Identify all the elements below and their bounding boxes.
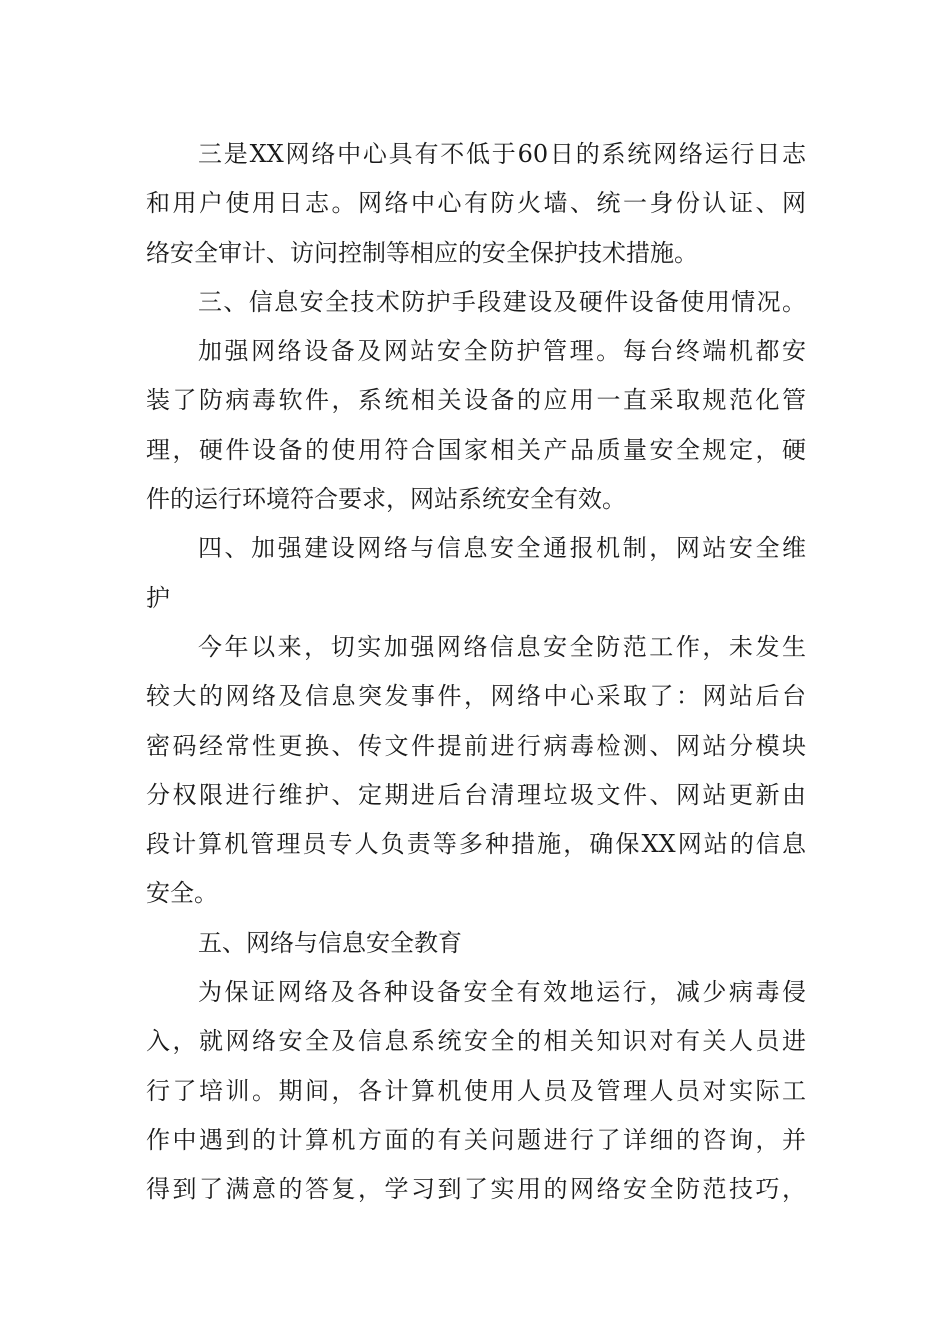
text-line: 较大的网络及信息突发事件，网络中心采取了：网站后台 <box>146 682 806 711</box>
text-line: 和用户使用日志。网络中心有防火墙、统一身份认证、网 <box>146 189 806 218</box>
text-line: 行了培训。期间，各计算机使用人员及管理人员对实际工 <box>146 1076 806 1105</box>
text-line: 加强网络设备及网站安全防护管理。每台终端机都安 <box>198 337 806 366</box>
text-line: 密码经常性更换、传文件提前进行病毒检测、网站分模块 <box>146 731 806 760</box>
section-heading: 三、信息安全技术防护手段建设及硬件设备使用情况。 <box>198 287 806 316</box>
text-line: 三是XX网络中心具有不低于60日的系统网络运行日志 <box>198 140 806 168</box>
text-line: 件的运行环境符合要求，网站系统安全有效。 <box>146 485 626 514</box>
text-line: 安全。 <box>146 879 218 908</box>
section-heading: 五、网络与信息安全教育 <box>198 928 462 957</box>
section-heading: 护 <box>146 583 170 612</box>
section-heading: 四、加强建设网络与信息安全通报机制，网站安全维 <box>198 534 806 563</box>
text-line: 段计算机管理员专人负责等多种措施，确保XX网站的信息 <box>146 830 806 859</box>
text-line: 理，硬件设备的使用符合国家相关产品质量安全规定，硬 <box>146 435 806 464</box>
text-line: 装了防病毒软件，系统相关设备的应用一直采取规范化管 <box>146 386 806 415</box>
text-line: 分权限进行维护、定期进后台清理垃圾文件、网站更新由 <box>146 780 806 809</box>
text-line: 络安全审计、访问控制等相应的安全保护技术措施。 <box>146 238 698 267</box>
text-line: 今年以来，切实加强网络信息安全防范工作，未发生 <box>198 632 806 661</box>
text-line: 得到了满意的答复，学习到了实用的网络安全防范技巧， <box>146 1175 806 1204</box>
document-body <box>146 130 806 1215</box>
text-line: 作中遇到的计算机方面的有关问题进行了详细的咨询，并 <box>146 1125 806 1154</box>
text-line: 为保证网络及各种设备安全有效地运行，减少病毒侵 <box>198 978 806 1007</box>
text-line: 入，就网络安全及信息系统安全的相关知识对有关人员进 <box>146 1027 806 1056</box>
